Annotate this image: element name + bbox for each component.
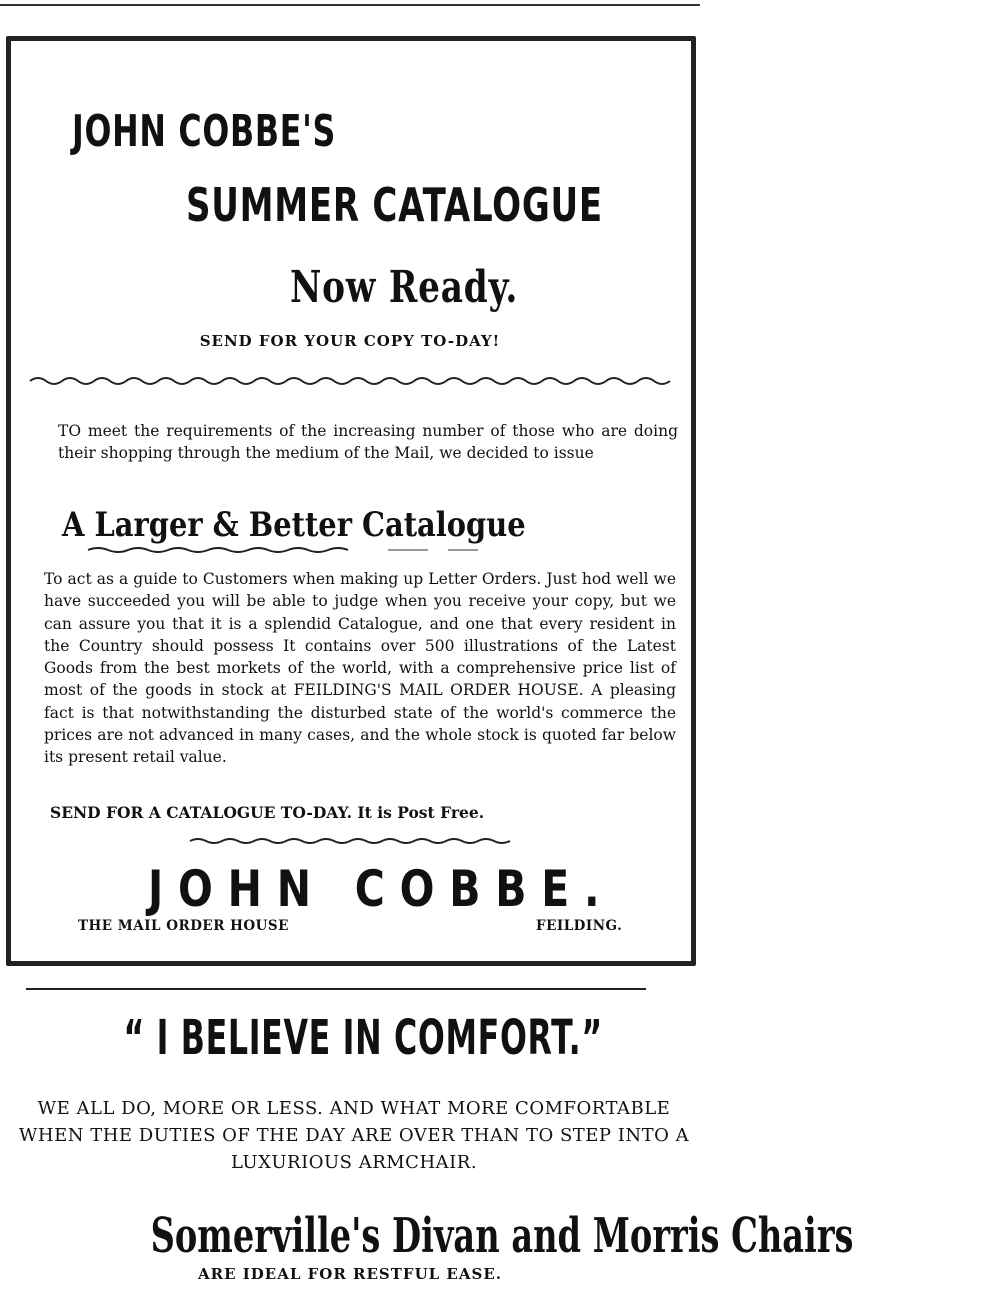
comfort-body: WE ALL DO, MORE OR LESS. AND WHAT MORE COMFORTABLE WHEN THE DUTIES OF THE DAY ARE OVER THAN TO STEP INTO A LUXURIOUS ARMCHAIR. [18,1098,690,1173]
town-feilding: FEILDING. [536,918,623,934]
send-copy-line: SEND FOR YOUR COPY TO-DAY! [199,332,501,350]
top-rule [0,4,700,6]
body-text: To act as a guide to Customers when making up Letter Orders. Just hod well we have succeeded you will be able to judge when you receive your copy, but we can assure you that it is a splendid Catalogue, and one that every resident in the Country should possess It contains over 500 illustrations of the Latest Goods from the best morkets of the world, with a comprehensive price list of most of the goods in stock at FEILDING'S MAIL ORDER HOUSE. A pleasing fact is that notwithstanding the disturbed state of the world's commerce the prices are not advanced in many cases, and the whole stock is quoted far below its present retail value. [44,570,676,767]
send-catalogue-line: SEND FOR A CATALOGUE TO-DAY. It is Post Free. [50,803,485,822]
ad-title-line2: SUMMER CATALOGUE [186,178,603,232]
comfort-headline-text: “ I BELIEVE IN COMFORT.” [123,1010,603,1066]
product-name-text: Somerville's Divan and Morris Chairs [150,1208,854,1264]
wavy-divider-2 [190,836,510,846]
intro-paragraph: TO meet the requirements of the increasing number of those who are doing their shopping through the medium of the Mail, we decided to issue [58,422,678,463]
body-paragraph [44,568,676,769]
section-divider [26,988,646,990]
product-name [0,1208,854,1264]
cobbe-ad-border [6,36,696,966]
signature-john-cobbe: JOHN COBBE. [148,860,615,918]
catalogue-headline: A Larger & Better Catalogue [62,505,526,545]
ad-title-line3: Now Ready. [290,262,519,313]
ad-title-line1: JOHN COBBE'S [72,106,337,157]
mail-order-house: THE MAIL ORDER HOUSE [78,918,289,934]
wavy-divider-1 [30,374,670,388]
headline-underline [88,545,488,555]
product-tagline: ARE IDEAL FOR RESTFUL EASE. [198,1265,502,1283]
comfort-headline [0,1010,700,1066]
